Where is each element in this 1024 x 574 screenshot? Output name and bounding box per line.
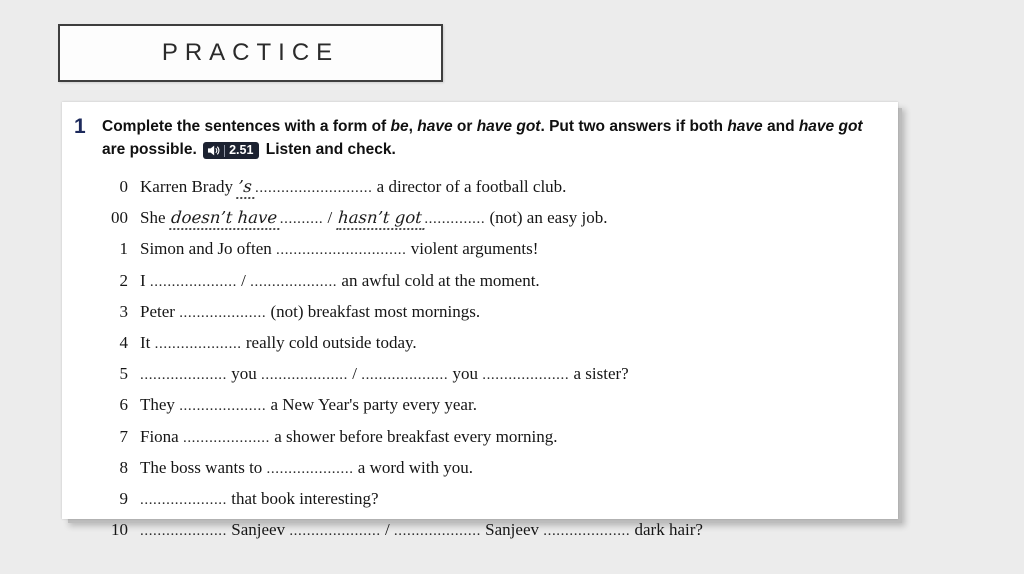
sentence-text: She <box>140 208 170 228</box>
item-sentence <box>140 422 557 453</box>
item-number: 5 <box>119 364 128 384</box>
item-sentence <box>140 515 703 546</box>
sentence-text: Listen and check. <box>261 141 396 158</box>
sentence-text: . Put two answers if both <box>540 118 728 135</box>
item-sentence <box>140 359 629 390</box>
sentence-text: Peter <box>140 301 180 321</box>
exercise-item <box>62 234 898 265</box>
sentence-text: a word with you. <box>353 457 474 477</box>
item-number: 1 <box>119 239 128 259</box>
practice-title: PRACTICE <box>161 39 340 66</box>
item-sentence <box>140 172 566 203</box>
sentence-text: are possible. <box>102 141 202 158</box>
handwritten-answer: doesn’t have <box>169 208 281 230</box>
item-sentence <box>140 484 379 515</box>
exercise-item <box>62 359 898 390</box>
exercise-item <box>62 453 898 484</box>
sentence-text: Complete the sentences with a form of <box>102 118 391 135</box>
item-number: 4 <box>119 333 128 353</box>
answer-blank: .............................. <box>276 242 407 259</box>
item-sentence <box>140 203 608 234</box>
item-number: 2 <box>119 270 128 290</box>
answer-blank: .................... <box>543 523 631 540</box>
answer-blank: ..................... <box>289 523 381 540</box>
answer-blank: .................... <box>140 367 227 384</box>
exercise-item <box>62 203 898 234</box>
answer-blank: .................... <box>140 523 227 540</box>
sentence-text: It <box>140 333 155 353</box>
audio-track-number: 2.51 <box>229 143 254 157</box>
answer-blank: .................... <box>250 273 338 290</box>
sentence-text: a director of a football club. <box>372 177 567 196</box>
answer-blank: ........................... <box>254 180 373 196</box>
sentence-text: Karren Brady <box>140 177 238 196</box>
answer-blank: .......... <box>279 211 324 228</box>
answer-blank: .............. <box>424 211 486 228</box>
exercise-item <box>62 297 898 328</box>
exercise-header <box>62 102 898 165</box>
item-sentence <box>140 297 480 328</box>
exercise-item <box>62 172 898 203</box>
answer-blank: .................... <box>261 367 348 384</box>
sentence-text: or <box>452 118 477 135</box>
exercise-item <box>62 328 898 359</box>
sentence-text: / <box>380 520 394 540</box>
answer-blank: .................... <box>266 460 354 477</box>
badge-divider <box>224 145 225 157</box>
answer-blank: .................... <box>179 304 267 321</box>
item-number: 10 <box>111 520 128 540</box>
handwritten-answer: hasn’t got <box>336 208 425 230</box>
sentence-text: you <box>227 364 261 384</box>
item-number: 9 <box>119 489 128 509</box>
item-sentence <box>140 266 540 297</box>
item-number: 00 <box>111 208 128 228</box>
sentence-text: an awful cold at the moment. <box>337 270 540 290</box>
sentence-text: , <box>408 118 418 135</box>
sentence-text: Sanjeev <box>227 520 290 540</box>
instruction-emphasis: have <box>727 118 763 135</box>
sentence-text: (not) breakfast most mornings. <box>266 301 481 321</box>
instruction-emphasis: have <box>417 118 453 135</box>
sentence-text: Simon and Jo often <box>140 239 276 259</box>
sentence-text: Sanjeev <box>480 520 544 540</box>
sentence-text: and <box>762 118 799 135</box>
sentence-text: a sister? <box>569 364 629 384</box>
audio-badge <box>203 142 259 159</box>
sentence-text: a shower before breakfast every morning. <box>269 426 558 446</box>
sentence-text: dark hair? <box>630 520 703 540</box>
item-number: 0 <box>119 177 128 196</box>
sentence-text: / <box>323 208 337 228</box>
sentence-text: that book interesting? <box>227 489 379 509</box>
exercise-item <box>62 266 898 297</box>
item-number: 8 <box>119 457 128 477</box>
handwritten-answer: ’s <box>236 177 255 199</box>
answer-blank: .................... <box>149 273 237 290</box>
answer-blank: .................... <box>182 429 270 446</box>
answer-blank: .................... <box>361 367 449 384</box>
sentence-text: The boss wants to <box>140 457 267 477</box>
item-number: 3 <box>119 301 128 321</box>
instruction-emphasis: have got <box>798 118 863 135</box>
item-number: 7 <box>119 426 128 446</box>
sentence-text: violent arguments! <box>406 239 539 259</box>
worksheet-page <box>62 102 898 540</box>
practice-header-box <box>58 24 443 82</box>
answer-blank: .................... <box>393 523 481 540</box>
instruction-text <box>102 115 880 161</box>
sentence-text: you <box>448 364 483 384</box>
sentence-text: really cold outside today. <box>241 333 417 353</box>
exercise-item <box>62 484 898 515</box>
item-sentence <box>140 328 417 359</box>
sentence-text: Fiona <box>140 426 183 446</box>
exercise-item <box>62 422 898 453</box>
item-sentence <box>140 390 477 421</box>
sentence-text: I <box>140 270 150 290</box>
instruction-emphasis: be <box>390 118 409 135</box>
answer-blank: .................... <box>482 367 570 384</box>
item-number: 6 <box>119 395 128 415</box>
sentence-text: a New Year's party every year. <box>266 395 477 415</box>
exercise-item <box>62 390 898 421</box>
exercise-item <box>62 515 898 546</box>
item-sentence <box>140 453 473 484</box>
exercise-items <box>62 165 898 546</box>
exercise-number: 1 <box>74 115 86 138</box>
item-sentence <box>140 234 538 265</box>
sentence-text: / <box>236 270 251 290</box>
answer-blank: .................... <box>140 492 227 509</box>
speaker-icon <box>207 144 220 157</box>
instruction-emphasis: have got <box>476 118 541 135</box>
sentence-text: They <box>140 395 180 415</box>
answer-blank: .................... <box>179 398 267 415</box>
answer-blank: .................... <box>154 336 242 353</box>
sentence-text: / <box>348 364 362 384</box>
sentence-text: (not) an easy job. <box>485 208 608 228</box>
